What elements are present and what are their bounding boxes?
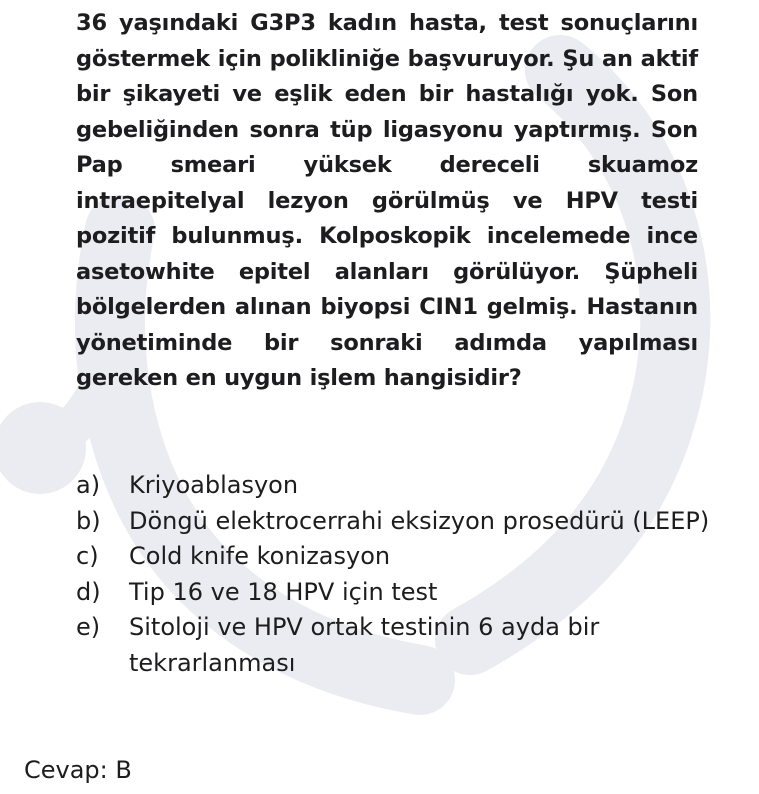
- answer-options-list: [76, 468, 716, 681]
- question-text: 36 yaşındaki G3P3 kadın hasta, test sonuçlarını göstermek için polikliniğe başvuruyor. Şu an aktif bir şikayeti ve eşlik eden bir hastalığı yok. Son gebeliğinden sonra tüp ligasyonu yaptırmış. Son Pap smeari yüksek dereceli skuamoz intraepitelyal lezyon görülmüş ve HPV testi pozitif bulunmuş. Kolposkopik incelemede ince asetowhite epitel alanları görülüyor. Şüpheli bölgelerden alınan biyopsi CIN1 gelmiş. Hastanın yönetiminde bir sonraki adımda yapılması gereken en uygun işlem hangisidir?: [76, 10, 698, 391]
- option-d[interactable]: [76, 575, 716, 611]
- option-text: Döngü elektrocerrahi eksizyon prosedürü (LEEP): [129, 506, 710, 535]
- option-b[interactable]: [76, 504, 716, 540]
- option-text: Sitoloji ve HPV ortak testinin 6 ayda bir tekrarlanması: [129, 613, 600, 677]
- answer-label: Cevap: B: [24, 756, 132, 784]
- option-letter: a): [76, 471, 101, 499]
- option-a[interactable]: [76, 468, 716, 504]
- option-text: Tip 16 ve 18 HPV için test: [129, 577, 438, 606]
- option-text: Cold knife konizasyon: [129, 542, 391, 570]
- option-e[interactable]: [76, 610, 716, 681]
- option-letter: d): [76, 577, 101, 606]
- option-text: Kriyoablasyon: [129, 471, 299, 499]
- option-letter: b): [76, 506, 101, 535]
- option-c[interactable]: [76, 539, 716, 575]
- option-letter: c): [76, 542, 99, 570]
- option-letter: e): [76, 613, 101, 641]
